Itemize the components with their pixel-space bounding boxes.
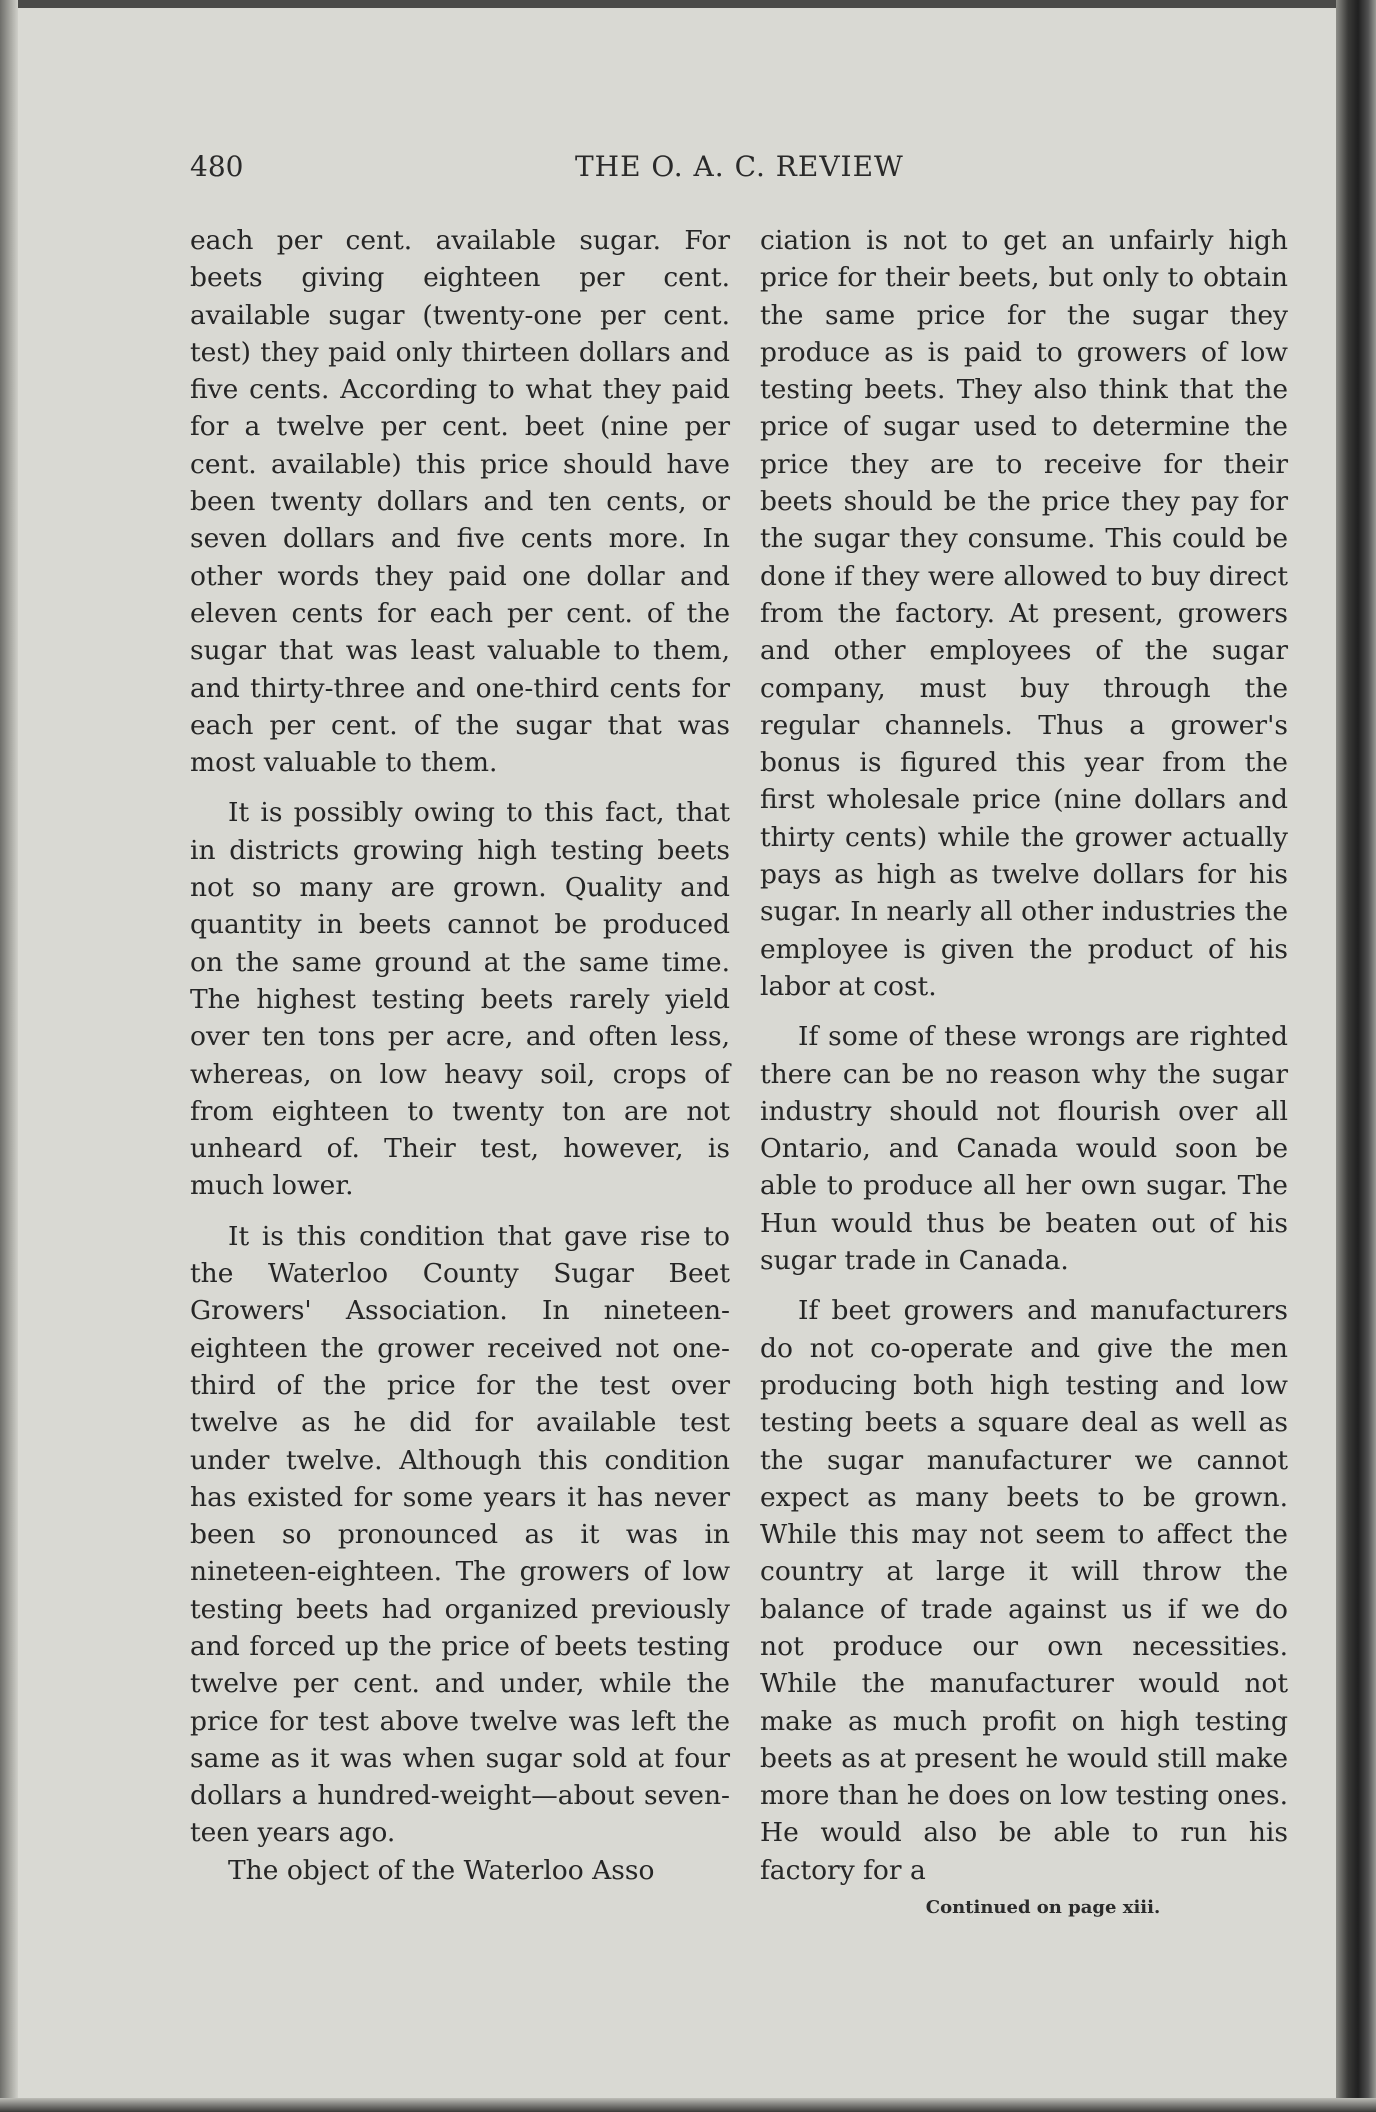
right-column [760,222,1288,1926]
page-bottom-edge [0,2098,1376,2112]
right-paragraph-3: If beet growers and manufacturers do not co-operate and give the men producing both high testing and low testing beets a square deal as well as the sugar manufacturer we cannot expect as many beets to be grown. While this may not seem to affect the country at large it will throw the balance of trade against us if we do not produce our own necessities. While the manufacturer would not make as much profit on high testing beets as at present he would still make more than he does on low testing ones. He would also be able to run his factory for a [760,1295,1288,1886]
page-top-edge [0,0,1376,8]
continued-notice: Continued on page xiii. [925,1897,1161,1919]
page-left-edge [0,0,18,2112]
page-number: 480 [190,150,244,183]
right-paragraph-2: If some of these wrongs are righted there can be no reason why the sugar industry should not flourish over all Ontario, and Canada would soon be able to produce all her own sugar. The Hun would thus be beaten out of his sugar trade in Canada. [760,1021,1288,1277]
left-paragraph-2: It is possibly owing to this fact, that in districts growing high testing beets not so many are grown. Quality and quantity in beets cannot be produced on the same ground at the same time. The highest testing beets rarely yield over ten tons per acre, and often less, whereas, on low heavy soil, crops of from eighteen to twenty ton are not unheard of. Their test, however, is much lower. [190,797,730,1202]
left-paragraph-1: each per cent. available sugar. For beets giving eighteen per cent. available sugar (twenty-one per cent. test) they paid only thirteen dollars and five cents. According to what they paid for a twelve per cent. beet (nine per cent. available) this price should have been twenty dollars and ten cents, or seven dollars and five cents more. In other words they paid one dollar and eleven cents for each per cent. of the sugar that was least valuable to them, and thirty-three and one-third cents for each per cent. of the sugar that was most valuable to them. [190,225,730,779]
left-paragraph-4: The object of the Waterloo Asso [228,1854,655,1886]
book-binding [1336,0,1376,2112]
right-paragraph-1: ciation is not to get an unfairly high price for their beets, but only to obtain the same price for the sugar they produce as is paid to growers of low testing beets. They also think that the price of sugar used to determine the price they are to receive for their beets should be the price they pay for the sugar they consume. This could be done if they were allowed to buy direct from the factory. At present, growers and other employees of the sugar company, must buy through the regular channels. Thus a grower's bonus is figured this year from the first wholesale price (nine dollars and thirty cents) while the grower actually pays as high as twelve dollars for his sugar. In nearly all other industries the employee is given the product of his labor at cost. [760,225,1288,1002]
left-column [190,222,730,1889]
running-header [190,150,1290,190]
left-paragraph-3: It is this condition that gave rise to the Waterloo County Sugar Beet Growers' Association. In nineteen-eighteen the grower received not one-third of the price for the test over twelve as he did for available test under twelve. Although this condition has existed for some years it has never been so pronounced as it was in nineteen-eighteen. The growers of low testing beets had organized previously and forced up the price of beets testing twelve per cent. and under, while the price for test above twelve was left the same as it was when sugar sold at four dollars a hundred-weight—about seventeen years ago. [190,1220,730,1849]
journal-title: THE O. A. C. REVIEW [575,150,904,183]
